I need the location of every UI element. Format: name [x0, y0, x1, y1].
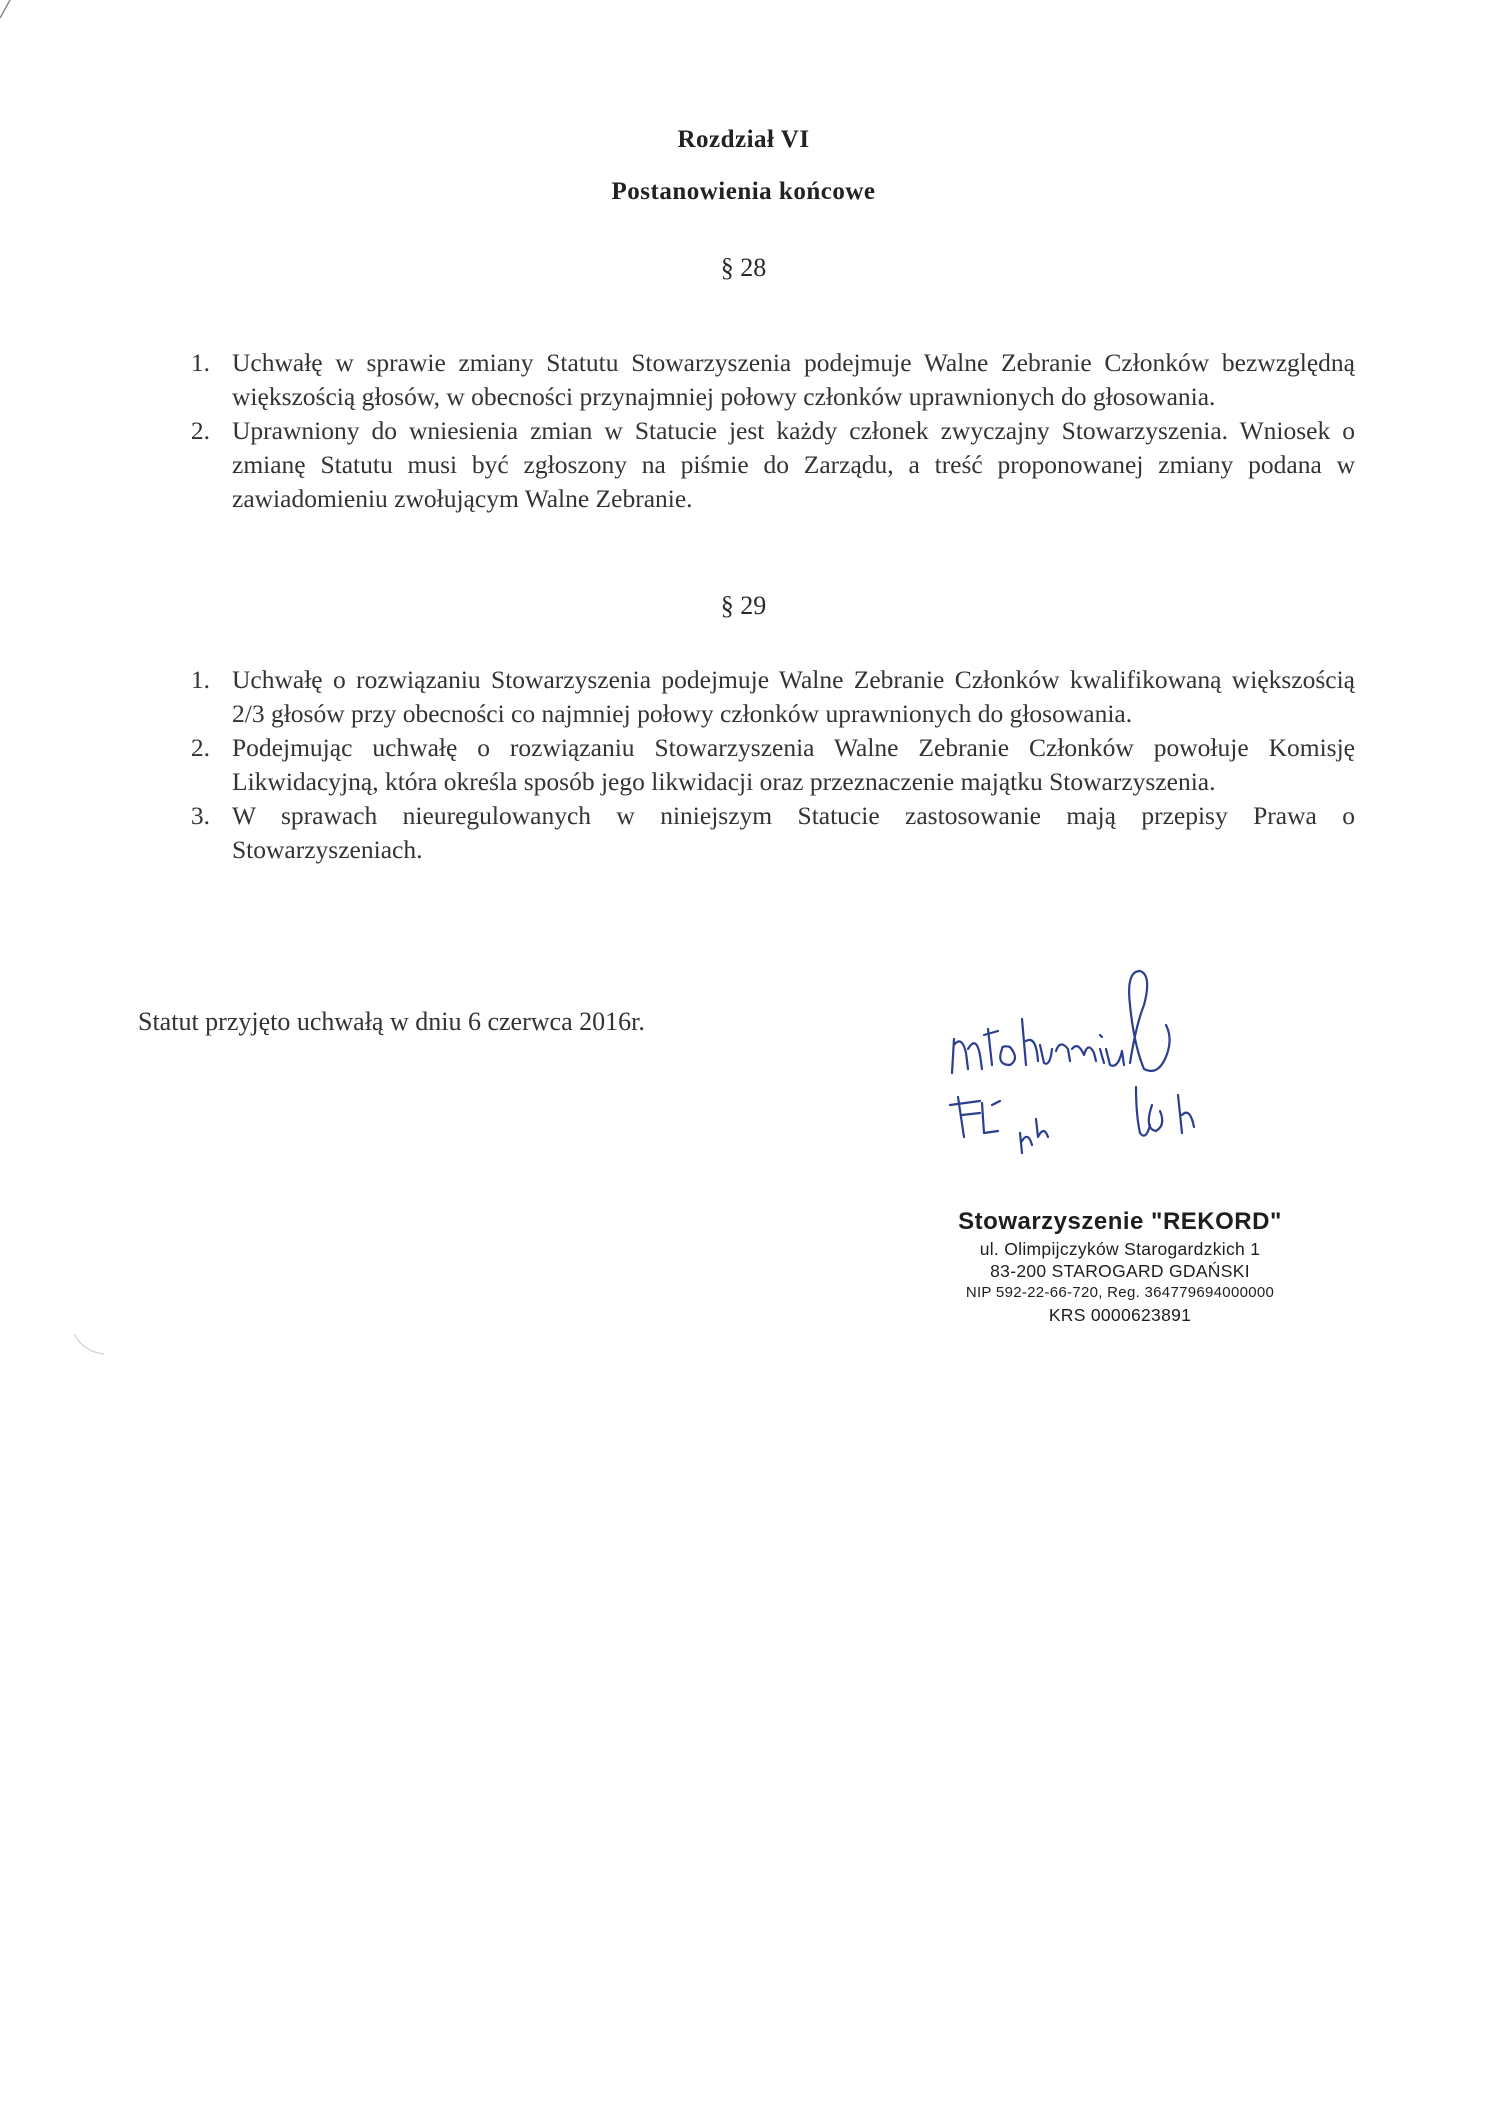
section-28-list [180, 346, 1355, 516]
adoption-note: Statut przyjęto uchwałą w dniu 6 czerwca 2016r. [138, 1007, 645, 1036]
chapter-subtitle: Postanowienia końcowe [611, 178, 876, 205]
organization-stamp [930, 1206, 1310, 1326]
item-number: 3. [190, 801, 210, 830]
section-sign-28: § 28 [720, 253, 767, 282]
item-text: Uprawniony do wniesienia zmian w Statucie jest każdy członek zwyczajny Stowarzyszenia. Wniosek o zmianę Statutu musi być zgłoszony na piśmie do Zarządu, a treść proponowanej zmiany podana w zawiadomieniu zwołującym Walne Zebranie. [232, 416, 1355, 513]
stamp-organization-name: Stowarzyszenie "REKORD" [958, 1208, 1282, 1235]
chapter-title: Rozdział VI [677, 126, 810, 153]
section-sign-29: § 29 [720, 591, 767, 620]
scan-margin-arc [70, 1330, 110, 1360]
signature-strokes [950, 971, 1194, 1153]
item-number: 2. [190, 416, 210, 445]
item-text: Uchwałę o rozwiązaniu Stowarzyszenia podejmuje Walne Zebranie Członków kwalifikowaną większością 2/3 głosów przy obecności co najmniej połowy członków uprawnionych do głosowania. [232, 665, 1355, 728]
item-text: Uchwałę w sprawie zmiany Statutu Stowarzyszenia podejmuje Walne Zebranie Członków bezwzględną większością głosów, w obecności przynajmniej połowy członków uprawnionych do głosowania. [232, 348, 1355, 411]
item-text: W sprawach nieuregulowanych w niniejszym Statucie zastosowanie mają przepisy Prawa o Stowarzyszeniach. [232, 801, 1355, 864]
stamp-city: 83-200 STAROGARD GDAŃSKI [990, 1261, 1250, 1281]
list-item [180, 346, 1355, 414]
handwritten-signatures [940, 965, 1280, 1195]
item-number: 1. [190, 665, 210, 694]
list-item [180, 799, 1355, 867]
item-number: 2. [190, 733, 210, 762]
stamp-ids: NIP 592-22-66-720, Reg. 364779694000000 [965, 1284, 1275, 1301]
stamp-krs: KRS 0000623891 [1048, 1305, 1192, 1325]
section-29-list [180, 663, 1355, 867]
list-item [180, 663, 1355, 731]
scan-corner-mark [0, 0, 20, 20]
list-item [180, 414, 1355, 516]
stamp-address: ul. Olimpijczyków Starogardzkich 1 [979, 1239, 1261, 1259]
item-number: 1. [190, 348, 210, 377]
list-item [180, 731, 1355, 799]
item-text: Podejmując uchwałę o rozwiązaniu Stowarzyszenia Walne Zebranie Członków powołuje Komisję Likwidacyjną, która określa sposób jego likwidacji oraz przeznaczenie majątku Stowarzyszenia. [232, 733, 1355, 796]
